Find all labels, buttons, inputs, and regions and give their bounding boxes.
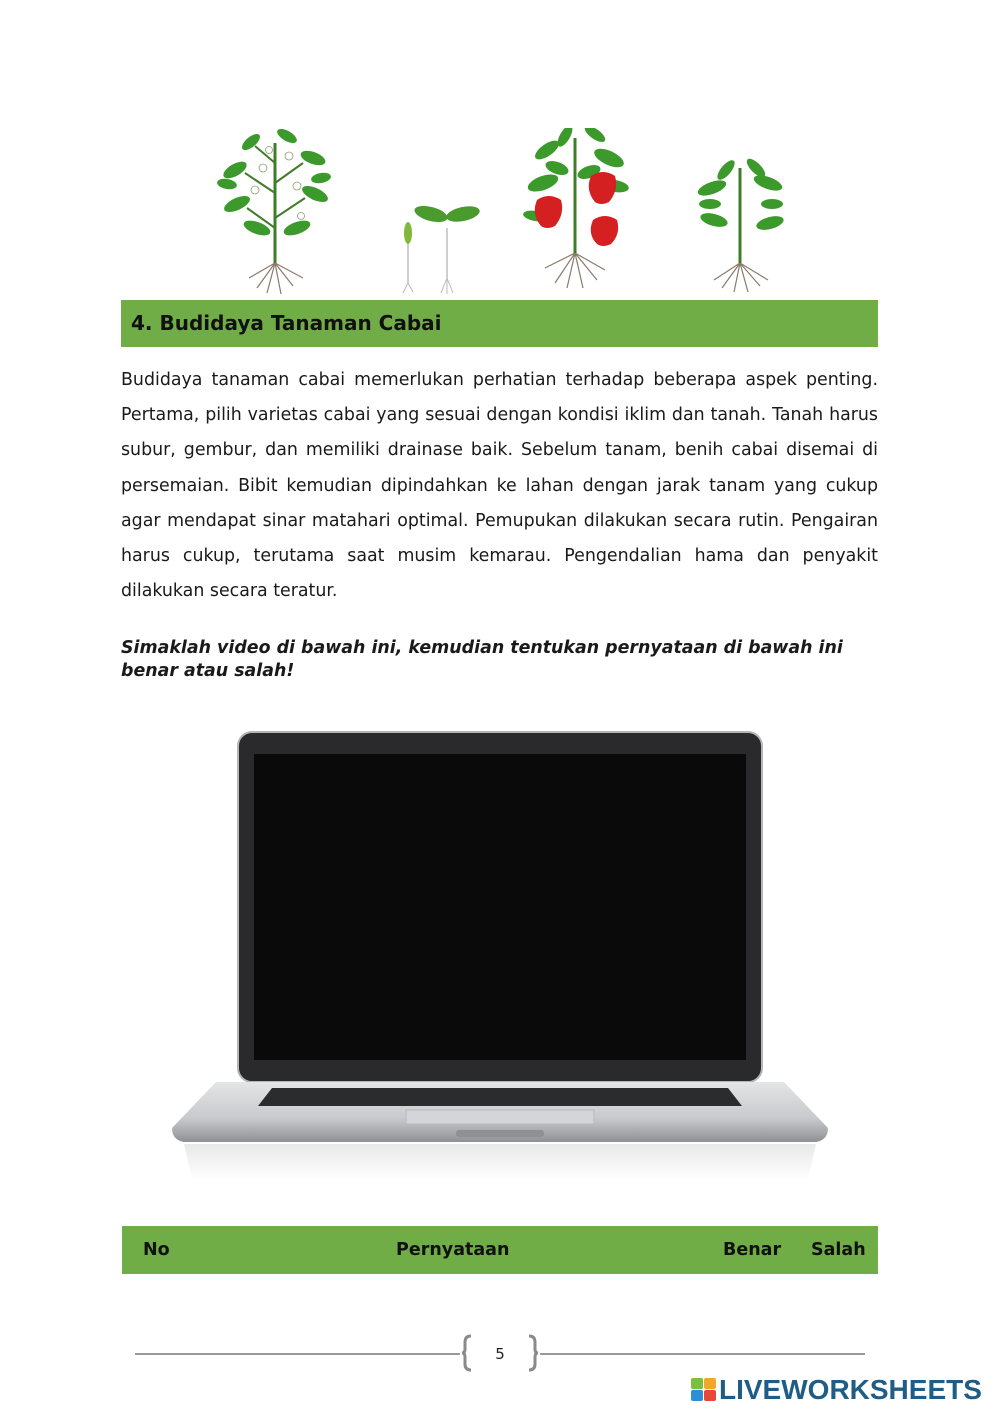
flowering-plant-icon <box>216 128 331 294</box>
laptop-icon <box>172 732 828 1180</box>
plant-growth-illustration <box>210 128 790 298</box>
right-bracket-icon <box>526 1334 538 1372</box>
liveworksheets-logo-icon <box>691 1378 717 1402</box>
column-header-salah: Salah <box>811 1240 866 1260</box>
column-header-benar: Benar <box>723 1240 782 1260</box>
column-header-pernyataan: Pernyataan <box>396 1240 510 1260</box>
pepper-plant-icon <box>522 128 630 288</box>
brand-name: LIVEWORKSHEETS <box>719 1374 982 1405</box>
instruction-text: Simaklah video di bawah ini, kemudian tentukan pernyataan di bawah ini benar atau salah! <box>121 638 843 681</box>
page-number: 5 <box>495 1345 505 1363</box>
column-header-no: No <box>143 1240 170 1260</box>
left-bracket-icon <box>462 1334 474 1372</box>
video-player[interactable] <box>168 730 832 1180</box>
footer-divider-right <box>540 1353 865 1355</box>
section-title: 4. Budidaya Tanaman Cabai <box>131 311 442 335</box>
section-header <box>121 300 878 347</box>
young-plant-icon <box>696 156 785 292</box>
footer-divider-left <box>135 1353 460 1355</box>
body-paragraph: Budidaya tanaman cabai memerlukan perhatian terhadap beberapa aspek penting. Pertama, pilih varietas cabai yang sesuai dengan kondisi iklim dan tanah. Tanah harus subur, gembur, dan memiliki drainase baik. Sebelum tanam, benih cabai disemai di persemaian. Bibit kemudian dipindahkan ke lahan dengan jarak tanam yang cukup agar mendapat sinar matahari optimal. Pemupukan dilakukan secara rutin. Pengairan harus cukup, terutama saat musim kemarau. Pengendalian hama dan penyakit dilakukan secara teratur. <box>121 370 878 602</box>
statements-table-header <box>122 1226 878 1274</box>
seedling-icon <box>403 203 481 294</box>
